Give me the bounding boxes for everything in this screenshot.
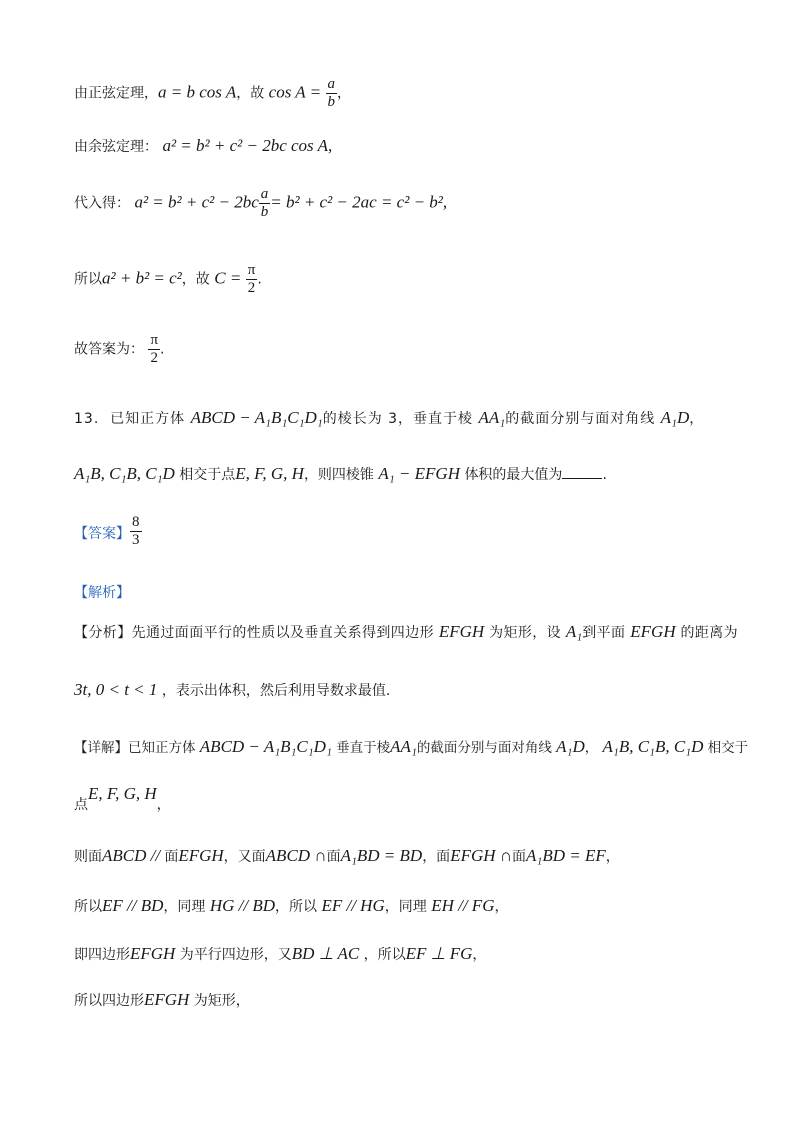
- text: 相交于: [707, 740, 749, 756]
- formula: ABCD //: [102, 846, 165, 865]
- text: 的棱长为 3，垂直于棱: [322, 411, 474, 427]
- text: 由余弦定理：: [74, 139, 158, 155]
- text: ，同理: [163, 899, 206, 915]
- text: .: [257, 271, 262, 288]
- text-line-conclusion: [74, 262, 262, 297]
- text: ，所以: [363, 947, 406, 963]
- text: 为平行四边形，又: [179, 947, 292, 963]
- text: 的截面分别与面对角线: [416, 740, 552, 756]
- question-13-line-2: [74, 464, 607, 484]
- text: 所以四边形: [74, 993, 144, 1009]
- formula: A₁ − EFGH: [378, 464, 460, 483]
- detail-line-1: [74, 736, 748, 757]
- text: ，: [337, 85, 352, 102]
- analysis-tag: 【解析】: [74, 585, 130, 601]
- text: 面: [326, 849, 341, 865]
- analysis-line-2: [74, 680, 390, 700]
- formula: A₁D: [660, 408, 690, 427]
- formula: EFGH: [130, 944, 176, 963]
- question-number: 13.: [74, 411, 100, 427]
- analysis-heading: [74, 582, 130, 602]
- text-line-answer: [74, 332, 164, 367]
- answer-tag: 【答案】: [74, 526, 130, 542]
- formula: a² = b² + c² − 2bc cos A,: [162, 136, 333, 155]
- detail-line-2: [74, 784, 171, 814]
- formula: E, F, G, H: [235, 464, 304, 483]
- formula: A₁D: [556, 737, 585, 756]
- formula: EF ⊥ FG: [405, 944, 473, 963]
- text: 面: [512, 849, 527, 865]
- formula: A₁B, C₁B, C₁D: [602, 737, 704, 756]
- text: 由正弦定理，: [74, 85, 158, 102]
- text: ，: [584, 740, 599, 756]
- text: 故答案为：: [74, 341, 144, 358]
- formula: C =: [214, 268, 242, 288]
- text: ，又面: [223, 849, 266, 865]
- text: ，所以: [275, 899, 318, 915]
- text: .: [160, 341, 165, 358]
- text: ，故: [181, 271, 210, 288]
- formula: EFGH ∩: [450, 846, 513, 865]
- text: ，同理: [384, 899, 427, 915]
- text: 到平面: [582, 625, 626, 641]
- text: 面: [164, 849, 179, 865]
- text-line-substitute: [74, 186, 447, 221]
- text: 垂直于棱: [336, 740, 391, 756]
- detail-line-6: [74, 990, 250, 1010]
- text: 先通过面面平行的性质以及垂直关系得到四边形: [131, 625, 435, 641]
- formula: EF // HG: [321, 896, 385, 915]
- formula: ABCD − A₁B₁C₁D₁: [190, 408, 323, 427]
- formula: EFGH: [630, 622, 676, 641]
- fraction: $\frac{a}{b}$: [260, 186, 269, 220]
- text: ，则四棱锥: [303, 467, 374, 483]
- text: ，: [472, 947, 487, 963]
- text: 已知正方体: [110, 411, 186, 427]
- text: ，面: [422, 849, 451, 865]
- formula: EFGH: [178, 846, 224, 865]
- formula: EF // BD: [102, 896, 164, 915]
- answer-blank: [562, 466, 602, 479]
- text: ，故: [236, 85, 265, 102]
- detail-line-4: [74, 896, 508, 916]
- fraction: $\frac{8}{3}$: [132, 514, 140, 548]
- text: .: [602, 467, 607, 483]
- detail-line-3: [74, 846, 620, 866]
- formula: EH // FG: [431, 896, 495, 915]
- formula: a² = b² + c² − 2bc: [134, 192, 259, 212]
- text: 所以: [74, 899, 102, 915]
- text: 已知正方体: [128, 740, 196, 756]
- text: 的截面分别与面对角线: [505, 411, 656, 427]
- formula: A₁B, C₁B, C₁D: [74, 464, 175, 483]
- text: ，: [605, 849, 620, 865]
- formula: E, F, G, H: [88, 784, 157, 803]
- text: 即四边形: [74, 947, 130, 963]
- analysis-line-1: [74, 622, 738, 642]
- formula: A₁BD = BD: [340, 846, 423, 865]
- formula: a = b cos A: [158, 82, 237, 102]
- formula: cos A =: [268, 82, 322, 102]
- formula: EFGH: [144, 990, 190, 1009]
- text: 体积的最大值为: [464, 467, 563, 483]
- text: 点: [74, 797, 88, 813]
- text-line-sine-law: [74, 76, 351, 111]
- fraction: $\frac{\pi}{2}$: [150, 332, 159, 366]
- fraction: $\frac{a}{b}$: [327, 76, 336, 110]
- formula: 3t, 0 < t < 1: [74, 680, 158, 699]
- formula: BD ⊥ AC: [291, 944, 360, 963]
- formula: A₁BD = EF: [526, 846, 606, 865]
- formula: a² + b² = c²: [102, 268, 182, 288]
- text: 则面: [74, 849, 102, 865]
- text: ，: [494, 899, 509, 915]
- formula: ABCD − A₁B₁C₁D₁: [199, 737, 332, 756]
- text: ，: [156, 797, 171, 813]
- text: 为矩形，: [193, 993, 250, 1009]
- text: ，: [689, 411, 705, 427]
- detail-line-5: [74, 944, 486, 964]
- answer-line: [74, 514, 142, 549]
- formula: AA₁: [390, 737, 417, 756]
- text: 的距离为: [680, 625, 739, 641]
- text: 所以: [74, 271, 102, 288]
- text: 相交于点: [179, 467, 236, 483]
- section-tag: 【分析】: [74, 625, 132, 641]
- formula: HG // BD: [209, 896, 276, 915]
- text: ，表示出体积，然后利用导数求最值.: [161, 683, 391, 699]
- formula: AA₁: [478, 408, 506, 427]
- section-tag: 【详解】: [74, 740, 128, 756]
- formula: ABCD ∩: [265, 846, 327, 865]
- text: 为矩形，设: [489, 625, 562, 641]
- formula: EFGH: [438, 622, 485, 641]
- text-line-cosine-law: [74, 136, 332, 156]
- question-13-line-1: [74, 408, 704, 428]
- text: 代入得：: [74, 195, 130, 212]
- fraction: $\frac{\pi}{2}$: [247, 262, 256, 296]
- formula: = b² + c² − 2ac = c² − b²,: [270, 192, 448, 212]
- formula: A₁: [565, 622, 583, 641]
